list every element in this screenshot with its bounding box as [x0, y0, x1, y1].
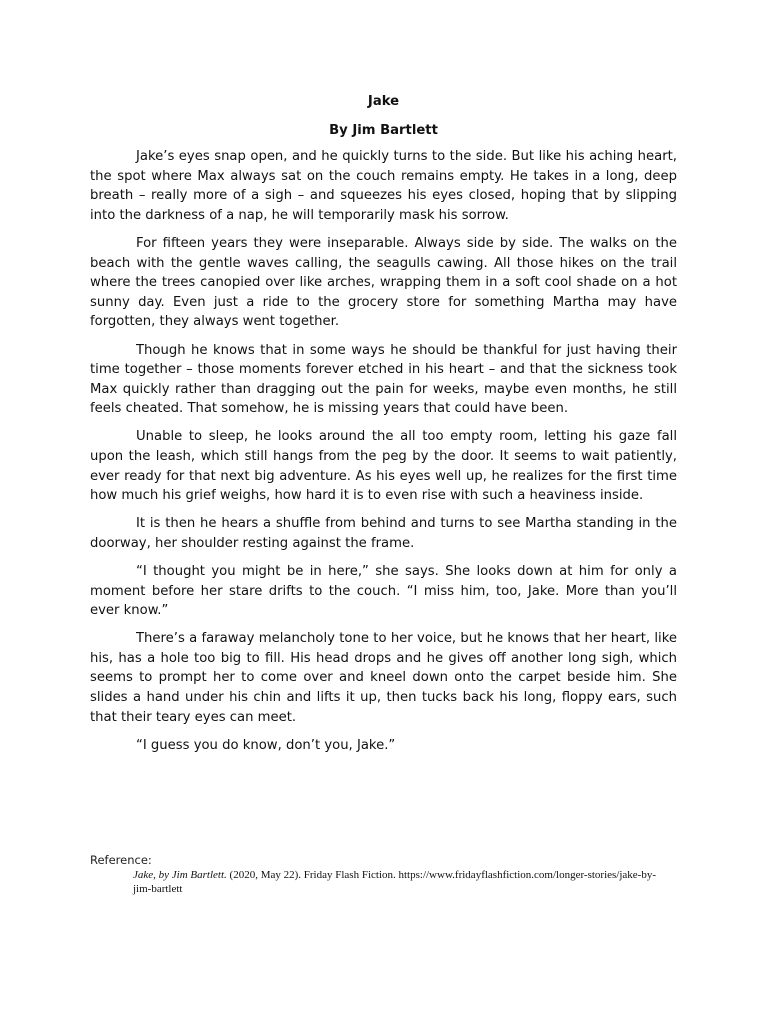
story-paragraph: “I thought you might be in here,” she says. She looks down at him for only a moment before her stare drifts to the couch. “I miss him, too, Jake. More than you’ll ever know.” [90, 563, 677, 619]
reference-work-title: Jake, by Jim Bartlett. [133, 869, 227, 881]
story-paragraph: For fifteen years they were inseparable. Always side by side. The walks on the beach with the gentle waves calling, the seagulls cawing. All those hikes on the trail where the trees canopied over like arches, wrapping them in a soft cool shade on a hot sunny day. Even just a ride to the grocery store for something Martha may have forgotten, they always went together. [90, 236, 677, 330]
reference-citation [133, 868, 663, 896]
reference-label: Reference: [90, 853, 152, 867]
story-paragraph: It is then he hears a shuffle from behind and turns to see Martha standing in the doorway, her shoulder resting against the frame. [90, 516, 677, 551]
story-title: Jake [367, 94, 400, 109]
reference-citation-details: (2020, May 22). Friday Flash Fiction. https://www.fridayflashfiction.com/longer-stories/jake-by-jim-bartlett [133, 869, 656, 895]
story-paragraph: Jake’s eyes snap open, and he quickly turns to the side. But like his aching heart, the spot where Max always sat on the couch remains empty. He takes in a long, deep breath – really more of a sigh – and squeezes his eyes closed, hoping that by slipping into the darkness of a nap, he will temporarily mask his sorrow. [90, 149, 677, 223]
story-body [90, 92, 677, 764]
story-paragraph: There’s a faraway melancholy tone to her voice, but he knows that her heart, like his, has a hole too big to fill. His head drops and he gives off another long sigh, which seems to prompt her to come over and kneel down onto the carpet beside him. She slides a hand under his chin and lifts it up, then tucks back his long, floppy ears, such that their teary eyes can meet. [90, 631, 677, 725]
story-paragraph: “I guess you do know, don’t you, Jake.” [136, 737, 396, 753]
story-paragraph: Though he knows that in some ways he should be thankful for just having their time together – those moments forever etched in his heart – and that the sickness took Max quickly rather than dragging out the pain for weeks, maybe even months, he still feels cheated. That somehow, he is missing years that could have been. [90, 342, 677, 417]
story-byline: By Jim Bartlett [329, 122, 438, 138]
reference-section [90, 853, 690, 896]
story-paragraph: Unable to sleep, he looks around the all too empty room, letting his gaze fall upon the leash, which still hangs from the peg by the door. It seems to wait patiently, ever ready for that next big adventure. As his eyes well up, he realizes for the first time how much his grief weighs, how hard it is to even rise with such a heaviness inside. [90, 429, 677, 504]
